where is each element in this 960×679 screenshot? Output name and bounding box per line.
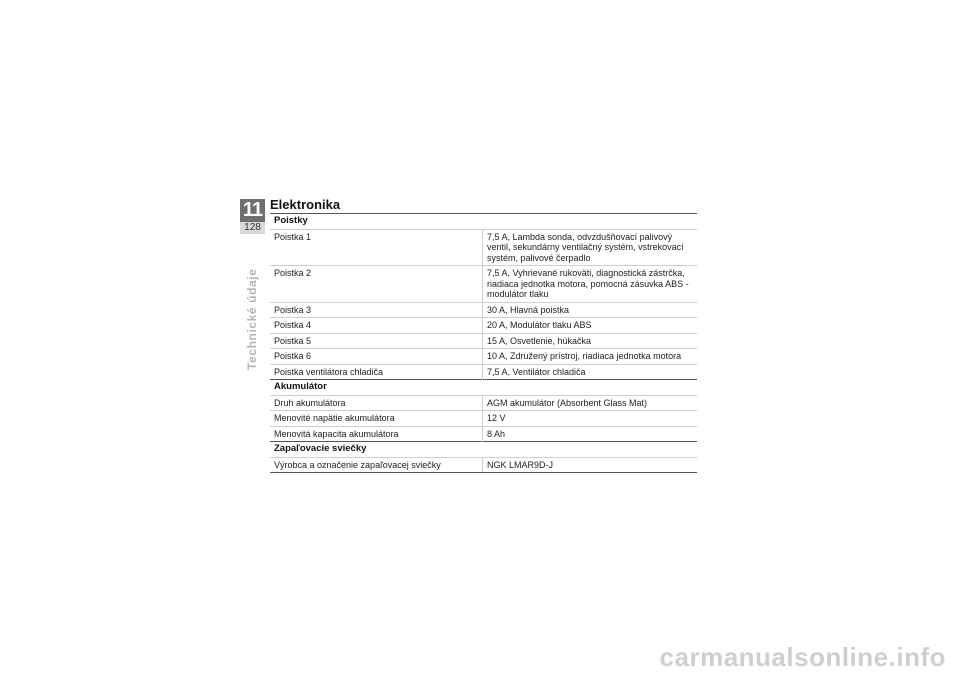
table-row xyxy=(270,395,697,411)
group-header-label: Akumulátor xyxy=(270,380,697,396)
group-header-fuses xyxy=(270,214,697,230)
watermark: carmanualsonline.info xyxy=(659,642,946,672)
table-row xyxy=(270,333,697,349)
section-title: Elektronika xyxy=(270,197,341,212)
group-header-battery xyxy=(270,380,697,396)
group-header-spark-plugs xyxy=(270,442,697,458)
chapter-title: Technické údaje xyxy=(245,268,259,370)
row-value: 8 Ah xyxy=(483,426,698,442)
row-label: Výrobca a označenie zapaľovacej sviečky xyxy=(270,457,483,473)
table-row xyxy=(270,411,697,427)
row-value: 20 A, Modulátor tlaku ABS xyxy=(483,318,698,334)
row-value: 7,5 A, Vyhrievané rukoväti, diagnostická zástrčka, riadiaca jednotka motora, pomocná zásuvka ABS - modulátor tlaku xyxy=(483,266,698,303)
row-label: Poistka 1 xyxy=(270,229,483,266)
row-value: 15 A, Osvetlenie, húkačka xyxy=(483,333,698,349)
row-label: Poistka 4 xyxy=(270,318,483,334)
row-label: Menovité napätie akumulátora xyxy=(270,411,483,427)
row-label: Poistka 5 xyxy=(270,333,483,349)
row-label: Druh akumulátora xyxy=(270,395,483,411)
row-value: 7,5 A, Lambda sonda, odvzdušňovací palivový ventil, sekundárny ventilačný systém, vstrekovací systém, palivové čerpadlo xyxy=(483,229,698,266)
table-row xyxy=(270,457,697,473)
table-row xyxy=(270,318,697,334)
spec-table xyxy=(270,213,697,473)
row-label: Poistka ventilátora chladiča xyxy=(270,364,483,380)
row-value: 7,5 A, Ventilátor chladiča xyxy=(483,364,698,380)
group-header-label: Zapaľovacie sviečky xyxy=(270,442,697,458)
row-value: AGM akumulátor (Absorbent Glass Mat) xyxy=(483,395,698,411)
chapter-marker xyxy=(240,199,265,234)
table-row xyxy=(270,229,697,266)
table-row xyxy=(270,302,697,318)
chapter-number: 11 xyxy=(240,199,265,222)
table-row xyxy=(270,266,697,303)
row-label: Poistka 2 xyxy=(270,266,483,303)
table-row xyxy=(270,364,697,380)
page-number: 128 xyxy=(240,222,265,234)
row-label: Poistka 6 xyxy=(270,349,483,365)
row-value: 30 A, Hlavná poistka xyxy=(483,302,698,318)
table-row xyxy=(270,426,697,442)
row-value: NGK LMAR9D-J xyxy=(483,457,698,473)
table-row xyxy=(270,349,697,365)
row-label: Poistka 3 xyxy=(270,302,483,318)
row-label: Menovitá kapacita akumulátora xyxy=(270,426,483,442)
group-header-label: Poistky xyxy=(270,214,697,230)
row-value: 12 V xyxy=(483,411,698,427)
row-value: 10 A, Združený prístroj, riadiaca jednotka motora xyxy=(483,349,698,365)
